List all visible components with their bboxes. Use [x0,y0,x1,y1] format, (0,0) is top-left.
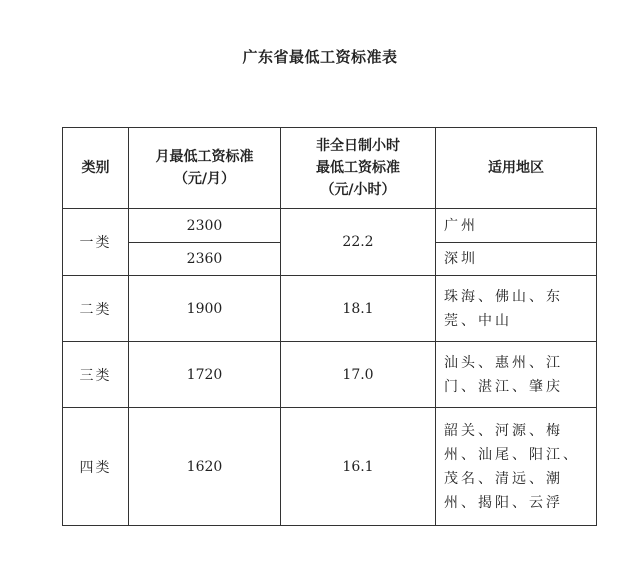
header-hourly: 非全日制小时 最低工资标准 （元/小时） [281,128,436,209]
hourly-cell: 16.1 [281,408,436,526]
table-row [63,209,597,243]
region-cell: 广州 [436,209,597,243]
category-cell: 一类 [63,209,129,276]
region-cell: 珠海、佛山、东莞、中山 [436,276,597,342]
monthly-cell: 2360 [129,243,281,276]
monthly-cell: 1900 [129,276,281,342]
hourly-cell: 22.2 [281,209,436,276]
table-row [63,276,597,342]
hourly-cell: 18.1 [281,276,436,342]
monthly-cell: 1720 [129,342,281,408]
region-cell: 韶关、河源、梅州、汕尾、阳江、茂名、清远、潮州、揭阳、云浮 [436,408,597,526]
monthly-cell: 2300 [129,209,281,243]
table-header-row [63,128,597,209]
table-row [63,408,597,526]
category-cell: 四类 [63,408,129,526]
region-cell: 汕头、惠州、江门、湛江、肇庆 [436,342,597,408]
category-cell: 三类 [63,342,129,408]
monthly-cell: 1620 [129,408,281,526]
header-region: 适用地区 [436,128,597,209]
page-title: 广东省最低工资标准表 [242,48,398,66]
category-cell: 二类 [63,276,129,342]
minimum-wage-table [62,127,597,526]
header-category: 类别 [63,128,129,209]
table-row [63,342,597,408]
region-cell: 深圳 [436,243,597,276]
hourly-cell: 17.0 [281,342,436,408]
header-monthly: 月最低工资标准 （元/月） [129,128,281,209]
